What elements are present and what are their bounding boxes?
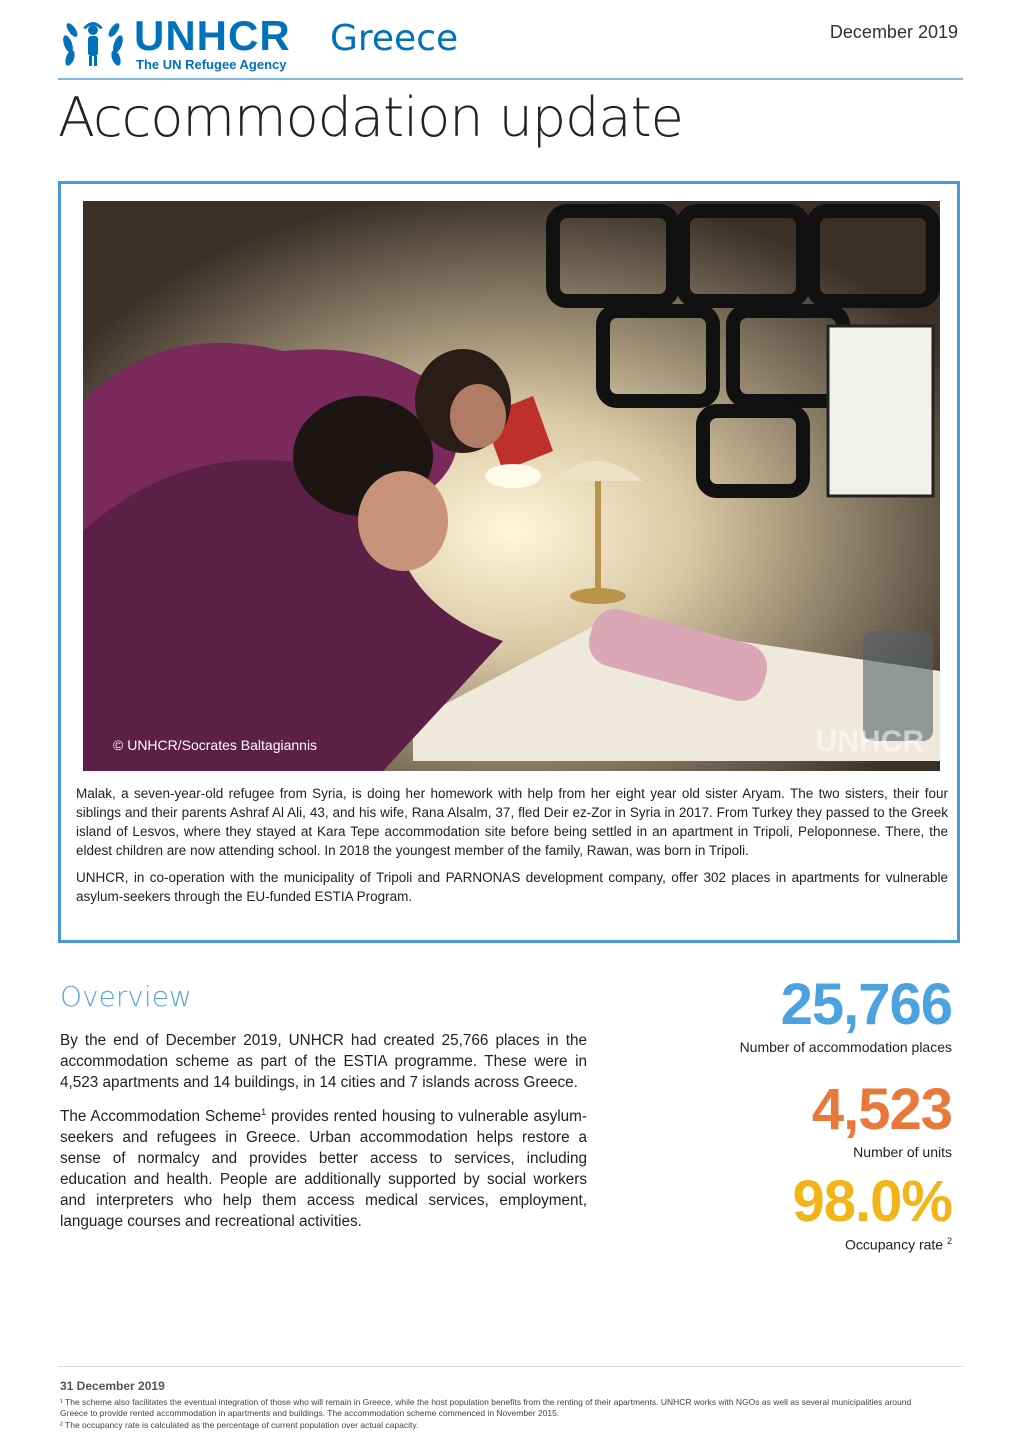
overview-heading: Overview	[60, 980, 192, 1013]
stat-label: Number of units	[853, 1144, 952, 1160]
photo-caption	[76, 784, 948, 914]
photo-watermark: UNHCR	[815, 725, 924, 758]
org-name: UNHCR	[134, 12, 291, 59]
overview-paragraph: By the end of December 2019, UNHCR had created 25,766 places in the accommodation scheme as part of the ESTIA programme. These were in 4,523 apartments and 14 buildings, in 14 cities and 7 islands across Greece.	[60, 1032, 587, 1091]
photo-credit: © UNHCR/Socrates Baltagiannis	[113, 737, 318, 753]
footnote-1: ¹ The scheme also facilitates the eventual integration of those who will remain in Greece, while the host population benefits from the renting of their apartments. UNHCR works with NGOs as well as several municipalities around Greece to provide rented accommodation in apartments and buildings. The accommodation scheme commenced in November 2015.	[60, 1397, 912, 1418]
footer-date: 31 December 2019	[60, 1379, 165, 1393]
overview-text: The Accommodation Scheme	[60, 1108, 262, 1126]
unhcr-emblem-icon	[58, 14, 128, 70]
overview-body	[60, 1030, 587, 1241]
stat-occupancy-rate	[792, 1169, 952, 1253]
stat-value: 98.0%	[792, 1169, 952, 1234]
photo-frame	[58, 181, 960, 943]
page-title: Accommodation update	[58, 86, 683, 149]
footnote-ref[interactable]: 1	[261, 1107, 267, 1117]
org-tagline: The UN Refugee Agency	[136, 57, 287, 72]
stat-label-text: Occupancy rate	[845, 1236, 944, 1253]
header-divider	[58, 78, 963, 80]
homework-photo-illustration	[83, 201, 940, 771]
overview-paragraph	[60, 1102, 587, 1232]
stat-accommodation-places	[739, 972, 952, 1055]
stat-label	[793, 1236, 952, 1253]
overview-text: provides rented housing to vulnerable asylum-seekers and refugees in Greece. Urban accommodation helps restore a sense of normalcy and provides better access to services, including education and health. People are additionally supported by social workers and interpreters who help them access medical services, employment, language courses and recreational activities.	[60, 1108, 587, 1231]
unhcr-logo[interactable]	[58, 12, 318, 76]
feature-photo	[83, 201, 940, 771]
caption-paragraph: UNHCR, in co-operation with the municipality of Tripoli and PARNONAS development company, offer 302 places in apartments for vulnerable asylum-seekers through the EU-funded ESTIA Program.	[76, 870, 948, 904]
footnote-2: ² The occupancy rate is calculated as the percentage of current population over actual capacity.	[60, 1420, 419, 1430]
header	[0, 0, 1024, 90]
country-name: Greece	[330, 18, 459, 59]
footnote-ref[interactable]: 2	[946, 1236, 952, 1246]
stat-units	[811, 1077, 952, 1160]
caption-paragraph: Malak, a seven-year-old refugee from Syria, is doing her homework with help from her eight year old sister Aryam. The two sisters, their four siblings and their parents Ashraf Al Ali, 43, and his wife, Rana Alsalm, 37, fled Deir ez-Zor in Syria in 2017. From Turkey they passed to the Greek island of Lesvos, where they stayed at Kara Tepe accommodation site before being settled in an apartment in Tripoli, Peloponnese. There, the eldest children are now attending school. In 2018 the youngest member of the family, Rawan, was born in Tripoli.	[76, 786, 948, 858]
stat-label: Number of accommodation places	[739, 1039, 952, 1055]
stat-value: 25,766	[780, 972, 952, 1037]
report-date: December 2019	[829, 22, 958, 42]
stat-value: 4,523	[811, 1077, 952, 1142]
footer-divider	[58, 1366, 963, 1367]
